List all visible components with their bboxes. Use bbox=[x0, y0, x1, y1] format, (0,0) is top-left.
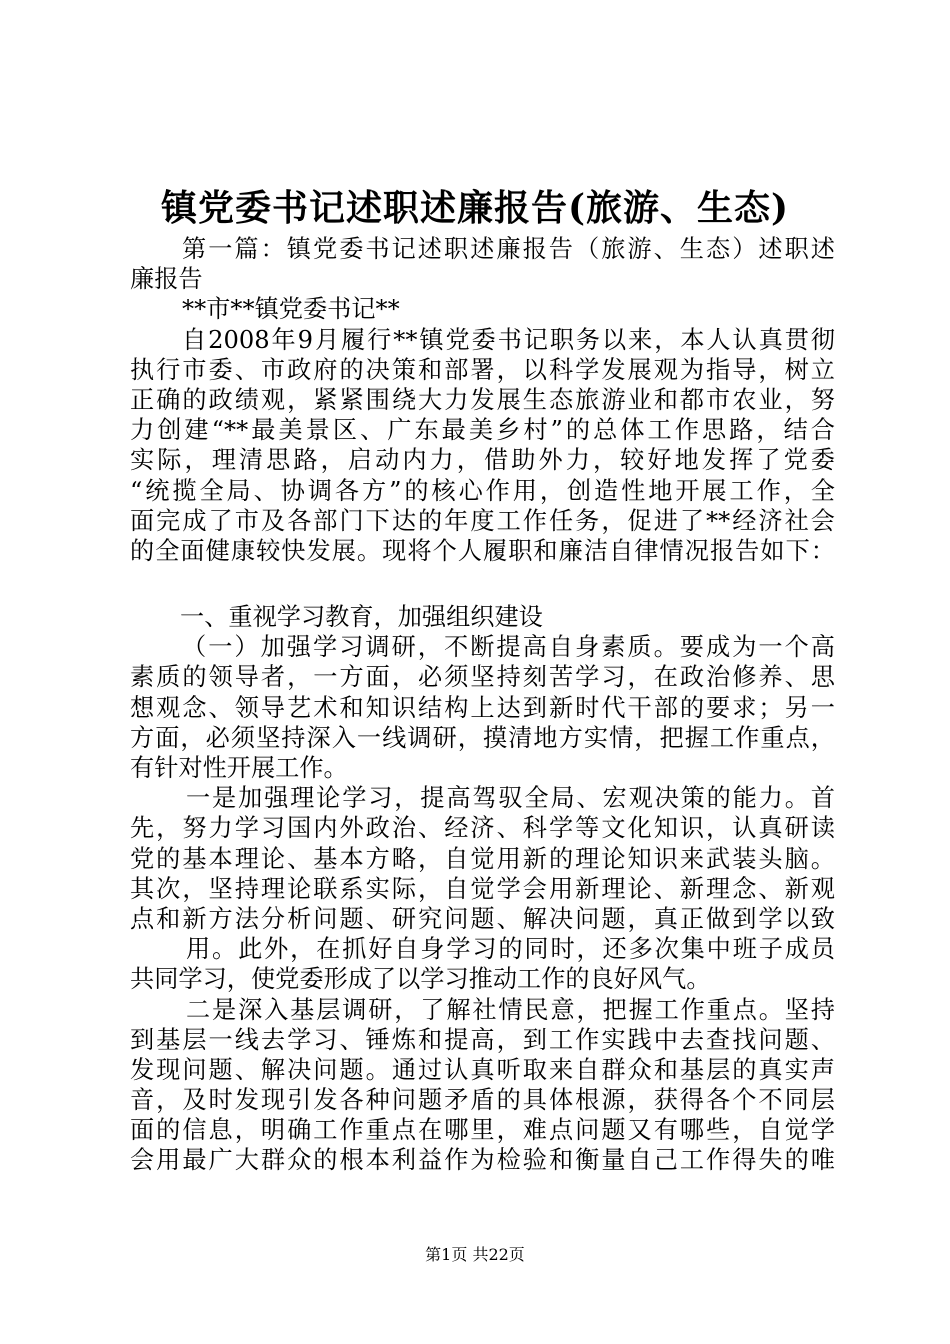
paragraph-line: 先，努力学习国内外政治、经济、科学等文化知识，认真研读 bbox=[130, 814, 835, 843]
paragraph-line: “统揽全局、协调各方”的核心作用，创造性地开展工作，全 bbox=[130, 476, 835, 505]
blank-line bbox=[130, 566, 835, 602]
paragraph-line: 实际，理清思路，启动内力，借助外力，较好地发挥了党委 bbox=[130, 446, 835, 475]
paragraph-line: 其次，坚持理论联系实际，自觉学会用新理论、新理念、新观 bbox=[130, 874, 835, 903]
document-title: 镇党委书记述职述廉报告(旅游、生态) bbox=[160, 187, 790, 229]
paragraph-line: 廉报告 bbox=[130, 265, 203, 294]
paragraph-line: 二是深入基层调研，了解社情民意，把握工作重点。坚持 bbox=[186, 995, 835, 1024]
paragraph-line: 想观念、领导艺术和知识结构上达到新时代干部的要求；另一 bbox=[130, 693, 835, 722]
paragraph-line: 的全面健康较快发展。现将个人履职和廉洁自律情况报告如下： bbox=[130, 536, 835, 565]
paragraph-line: 用。此外，在抓好自身学习的同时，还多次集中班子成员 bbox=[186, 935, 835, 964]
section-heading: 一、重视学习教育，加强组织建设 bbox=[180, 603, 543, 632]
paragraph-line: 力创建“**最美景区、广东最美乡村”的总体工作思路，结合 bbox=[130, 416, 835, 445]
paragraph-line: （一）加强学习调研，不断提高自身素质。要成为一个高 bbox=[182, 633, 835, 662]
paragraph-line: 党的基本理论、基本方略，自觉用新的理论知识来武装头脑。 bbox=[130, 844, 835, 873]
paragraph-line: 有针对性开展工作。 bbox=[130, 754, 348, 782]
paragraph-line: 一是加强理论学习，提高驾驭全局、宏观决策的能力。首 bbox=[186, 784, 835, 813]
paragraph-line: 共同学习，使党委形成了以学习推动工作的良好风气。 bbox=[130, 965, 711, 994]
paragraph-line: 执行市委、市政府的决策和部署，以科学发展观为指导，树立 bbox=[130, 355, 835, 384]
paragraph-line: 正确的政绩观，紧紧围绕大力发展生态旅游业和都市农业，努 bbox=[130, 385, 835, 414]
paragraph-line: 音，及时发现引发各种问题矛盾的具体根源，获得各个不同层 bbox=[130, 1086, 835, 1115]
paragraph-line: 素质的领导者，一方面，必须坚持刻苦学习，在政治修养、思 bbox=[130, 663, 835, 692]
paragraph-line: 到基层一线去学习、锤炼和提高，到工作实践中去查找问题、 bbox=[130, 1025, 835, 1054]
paragraph-line: 方面，必须坚持深入一线调研，摸清地方实情，把握工作重点， bbox=[130, 723, 835, 752]
page-number-footer: 第1页 共22页 bbox=[425, 1245, 525, 1264]
paragraph-line: 自2008年9月履行**镇党委书记职务以来，本人认真贯彻 bbox=[182, 325, 835, 354]
paragraph-line: 发现问题、解决问题。通过认真听取来自群众和基层的真实声 bbox=[130, 1055, 835, 1084]
paragraph-line: 点和新方法分析问题、研究问题、解决问题，真正做到学以致 bbox=[130, 904, 835, 933]
document-body bbox=[130, 234, 835, 1176]
paragraph-line: 面的信息，明确工作重点在哪里，难点问题又有哪些，自觉学 bbox=[130, 1116, 835, 1145]
paragraph-line: 第一篇：镇党委书记述职述廉报告（旅游、生态）述职述 bbox=[182, 235, 835, 263]
paragraph-line: **市**镇党委书记** bbox=[182, 295, 400, 324]
paragraph-line: 面完成了市及各部门下达的年度工作任务，促进了**经济社会 bbox=[130, 506, 835, 535]
paragraph-line: 会用最广大群众的根本利益作为检验和衡量自己工作得失的唯 bbox=[130, 1146, 835, 1175]
